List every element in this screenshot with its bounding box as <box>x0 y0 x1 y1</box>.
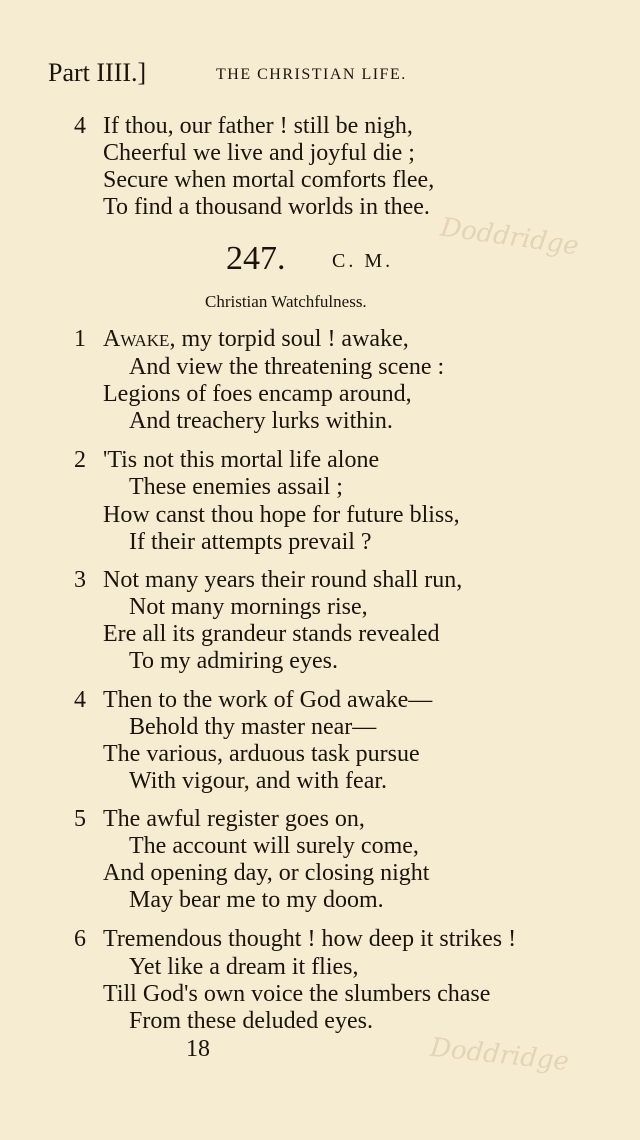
verse-line: Legions of foes encamp around, <box>103 381 412 407</box>
verse-line: May bear me to my doom. <box>129 887 384 913</box>
verse-line: The awful register goes on, <box>103 806 365 832</box>
verse-line: The account will surely come, <box>129 833 419 859</box>
verse-line: To find a thousand worlds in thee. <box>103 194 430 220</box>
handwritten-signature: Doddridge <box>438 212 581 262</box>
verse-line: Till God's own voice the slumbers chase <box>103 981 491 1007</box>
verse-line: From these deluded eyes. <box>129 1008 373 1034</box>
running-title: THE CHRISTIAN LIFE. <box>216 66 407 83</box>
page-number: 18 <box>186 1036 210 1062</box>
verse-line: 'Tis not this mortal life alone <box>103 447 380 473</box>
verse-line: Tremendous thought ! how deep it strikes ! <box>103 926 517 952</box>
verse-line: If thou, our father ! still be nigh, <box>103 113 413 139</box>
first-word: Awake <box>103 326 170 352</box>
verse-line: How canst thou hope for future bliss, <box>103 502 460 528</box>
verse-line: Not many mornings rise, <box>129 594 368 620</box>
verse-line: Yet like a dream it flies, <box>129 954 359 980</box>
verse-line <box>103 326 409 353</box>
verse-line: And view the threatening scene : <box>129 354 445 380</box>
verse-line: Secure when mortal comforts flee, <box>103 167 435 193</box>
verse-line: To my admiring eyes. <box>129 648 338 674</box>
verse-line: With vigour, and with fear. <box>129 768 388 794</box>
verse-line: Then to the work of God awake— <box>103 687 433 713</box>
verse-line: Not many years their round shall run, <box>103 567 463 593</box>
stanza-number: 3 <box>74 567 86 593</box>
handwritten-signature: Doddridge <box>428 1032 571 1078</box>
stanza-number: 5 <box>74 806 86 832</box>
hymn-meter: C. M. <box>332 250 394 272</box>
verse-line-rest: , my torpid soul ! awake, <box>169 326 409 352</box>
verse-line: Behold thy master near— <box>129 714 377 740</box>
verse-line: Ere all its grandeur stands revealed <box>103 621 440 647</box>
stanza-number: 4 <box>74 687 86 713</box>
stanza-number: 6 <box>74 926 86 952</box>
stanza-number: 4 <box>74 113 86 139</box>
page-header <box>48 58 608 94</box>
verse-line: The various, arduous task pursue <box>103 741 420 767</box>
verse-line: And opening day, or closing night <box>103 860 430 886</box>
verse-line: If their attempts prevail ? <box>129 529 372 555</box>
part-label: Part IIII.] <box>48 58 147 87</box>
hymn-number: 247. <box>226 240 286 277</box>
verse-line: Cheerful we live and joyful die ; <box>103 140 415 166</box>
verse-line: These enemies assail ; <box>129 474 343 500</box>
hymn-title: Christian Watchfulness. <box>205 292 367 311</box>
stanza-number: 1 <box>74 326 86 352</box>
verse-line: And treachery lurks within. <box>129 408 393 434</box>
stanza-number: 2 <box>74 447 86 473</box>
